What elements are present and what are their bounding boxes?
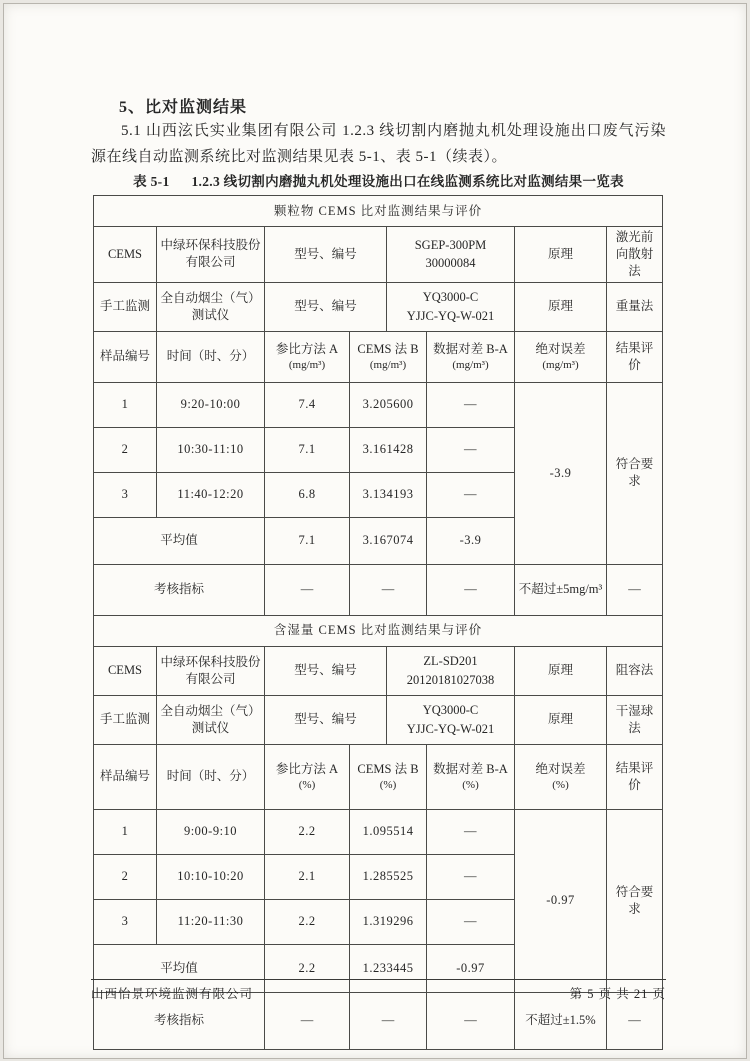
- t2-row2-diff: —: [427, 854, 515, 899]
- t2-row1-cems: 1.095514: [350, 809, 427, 854]
- t1-abs-error: -3.9: [515, 382, 607, 564]
- t1-col-result: 结果评价: [607, 331, 663, 382]
- t1-row2-time: 10:30-11:10: [157, 427, 265, 472]
- body-paragraph: 5.1 山西泫氏实业集团有限公司 1.2.3 线切割内磨抛丸机处理设施出口废气污染源在线自动监测系统比对监测结果见表 5-1、表 5-1（续表）。: [91, 123, 666, 165]
- t1-col-diff: [427, 331, 515, 382]
- t1-inst2-model-label: 型号、编号: [265, 282, 387, 331]
- t1-inst2-device: 全自动烟尘（气）测试仪: [157, 282, 265, 331]
- t2-row3-no: 3: [94, 899, 157, 944]
- t1-check-label: 考核指标: [94, 564, 265, 615]
- t1-inst1-model-line2: 30000084: [425, 256, 476, 271]
- t2-row3-time: 11:20-11:30: [157, 899, 265, 944]
- t2-row1-no: 1: [94, 809, 157, 854]
- t2-inst2-model-line2: YJJC-YQ-W-021: [406, 721, 495, 736]
- t1-row2-diff: —: [427, 427, 515, 472]
- t2-inst2-model-line1: YQ3000-C: [422, 702, 479, 717]
- t2-check-cems: —: [350, 992, 427, 1049]
- t1-row3-cems: 3.134193: [350, 472, 427, 517]
- t1-inst1-principle: 激光前向散射法: [607, 227, 663, 283]
- t1-col-abserr: [515, 331, 607, 382]
- t2-col-ref: [265, 744, 350, 809]
- t2-row2-ref: 2.1: [265, 854, 350, 899]
- t2-row3-cems: 1.319296: [350, 899, 427, 944]
- t1-col-sample: 样品编号: [94, 331, 157, 382]
- t1-row2-cems: 3.161428: [350, 427, 427, 472]
- t1-col-ref-name: 参比方法 A: [275, 341, 339, 356]
- t2-check-label: 考核指标: [94, 992, 265, 1049]
- t1-avg-cems: 3.167074: [350, 517, 427, 564]
- t2-avg-label: 平均值: [94, 944, 265, 992]
- t2-row2-cems: 1.285525: [350, 854, 427, 899]
- t2-col-diff-name: 数据对差 B-A: [433, 761, 508, 776]
- t2-col-abserr-name: 绝对误差: [535, 761, 586, 776]
- section-heading: 5、比对监测结果: [119, 99, 248, 116]
- t2-inst1-model-line1: ZL-SD201: [423, 653, 478, 668]
- t1-row3-time: 11:40-12:20: [157, 472, 265, 517]
- t1-check-cems: —: [350, 564, 427, 615]
- t1-row3-no: 3: [94, 472, 157, 517]
- table-caption-label: 表 5-1: [133, 174, 170, 189]
- t2-inst1-model: [387, 646, 515, 695]
- t2-col-ref-unit: (%): [298, 778, 316, 791]
- t1-col-cems-name: CEMS 法 B: [357, 341, 419, 356]
- t1-inst1-model: [387, 227, 515, 283]
- t1-inst1-device: 中绿环保科技股份有限公司: [157, 227, 265, 283]
- t2-row2-no: 2: [94, 854, 157, 899]
- t2-col-abserr-unit: (%): [552, 778, 569, 791]
- t1-inst2-principle-label: 原理: [515, 282, 607, 331]
- t2-col-cems-unit: (%): [379, 778, 397, 791]
- section2-title: 含湿量 CEMS 比对监测结果与评价: [94, 615, 663, 646]
- t1-row3-ref: 6.8: [265, 472, 350, 517]
- t2-check-abs: 不超过±1.5%: [515, 992, 607, 1049]
- t2-inst2-principle-label: 原理: [515, 695, 607, 744]
- t2-row1-time: 9:00-9:10: [157, 809, 265, 854]
- t1-col-ref: [265, 331, 350, 382]
- t1-check-ref: —: [265, 564, 350, 615]
- t1-inst1-model-line1: SGEP-300PM: [414, 237, 487, 252]
- t2-inst1-principle: 阻容法: [607, 646, 663, 695]
- t2-avg-diff: -0.97: [427, 944, 515, 992]
- t2-result: 符合要求: [607, 809, 663, 992]
- t1-col-cems-unit: (mg/m³): [369, 358, 407, 371]
- t2-avg-ref: 2.2: [265, 944, 350, 992]
- t1-row1-no: 1: [94, 382, 157, 427]
- t2-avg-cems: 1.233445: [350, 944, 427, 992]
- t2-row3-diff: —: [427, 899, 515, 944]
- page-footer: [91, 984, 666, 1002]
- t1-row1-cems: 3.205600: [350, 382, 427, 427]
- t2-inst2-model-label: 型号、编号: [265, 695, 387, 744]
- t1-col-diff-name: 数据对差 B-A: [433, 341, 508, 356]
- t2-abs-error: -0.97: [515, 809, 607, 992]
- t1-check-abs: 不超过±5mg/m³: [515, 564, 607, 615]
- t1-row2-no: 2: [94, 427, 157, 472]
- t2-inst1-model-line2: 20120181027038: [406, 672, 495, 687]
- t1-result: 符合要求: [607, 382, 663, 564]
- t1-inst1-principle-label: 原理: [515, 227, 607, 283]
- t2-check-result: —: [607, 992, 663, 1049]
- t2-row1-ref: 2.2: [265, 809, 350, 854]
- t1-col-cems: [350, 331, 427, 382]
- t1-inst2-principle: 重量法: [607, 282, 663, 331]
- t2-check-ref: —: [265, 992, 350, 1049]
- t1-inst2-model-line2: YJJC-YQ-W-021: [406, 308, 495, 323]
- t2-col-abserr: [515, 744, 607, 809]
- t1-row1-diff: —: [427, 382, 515, 427]
- t2-row1-diff: —: [427, 809, 515, 854]
- t2-col-diff-unit: (%): [462, 778, 479, 791]
- section1-title: 颗粒物 CEMS 比对监测结果与评价: [94, 196, 663, 227]
- t1-col-time: 时间（时、分）: [157, 331, 265, 382]
- t1-inst2-model-line1: YQ3000-C: [422, 289, 479, 304]
- t1-col-abserr-name: 绝对误差: [535, 341, 586, 356]
- t2-inst1-model-label: 型号、编号: [265, 646, 387, 695]
- t2-col-cems-name: CEMS 法 B: [357, 761, 419, 776]
- t1-col-abserr-unit: (mg/m³): [542, 358, 579, 371]
- t1-inst2-model: [387, 282, 515, 331]
- footer-divider: [91, 979, 666, 980]
- comparison-results-table: [93, 195, 663, 1050]
- t2-row3-ref: 2.2: [265, 899, 350, 944]
- t2-col-time: 时间（时、分）: [157, 744, 265, 809]
- t2-col-ref-name: 参比方法 A: [275, 761, 339, 776]
- t2-inst2-type: 手工监测: [94, 695, 157, 744]
- t2-col-cems: [350, 744, 427, 809]
- t1-avg-diff: -3.9: [427, 517, 515, 564]
- t1-avg-ref: 7.1: [265, 517, 350, 564]
- table-caption-title: 1.2.3 线切割内磨抛丸机处理设施出口在线监测系统比对监测结果一览表: [191, 174, 624, 189]
- t2-inst2-principle: 干湿球法: [607, 695, 663, 744]
- t2-inst1-type: CEMS: [94, 646, 157, 695]
- t2-inst1-principle-label: 原理: [515, 646, 607, 695]
- footer-company: 山西怡景环境监测有限公司: [91, 987, 254, 1001]
- t1-row2-ref: 7.1: [265, 427, 350, 472]
- t1-row3-diff: —: [427, 472, 515, 517]
- t2-check-diff: —: [427, 992, 515, 1049]
- t1-avg-label: 平均值: [94, 517, 265, 564]
- t1-col-ref-unit: (mg/m³): [288, 358, 326, 371]
- footer-page-number: 第 5 页 共 21 页: [569, 987, 666, 1001]
- t1-check-result: —: [607, 564, 663, 615]
- table-caption: [91, 170, 666, 190]
- t2-inst1-device: 中绿环保科技股份有限公司: [157, 646, 265, 695]
- t1-check-diff: —: [427, 564, 515, 615]
- t1-row1-time: 9:20-10:00: [157, 382, 265, 427]
- t1-inst1-model-label: 型号、编号: [265, 227, 387, 283]
- t1-row1-ref: 7.4: [265, 382, 350, 427]
- t1-inst2-type: 手工监测: [94, 282, 157, 331]
- t2-col-result: 结果评价: [607, 744, 663, 809]
- t2-inst2-device: 全自动烟尘（气）测试仪: [157, 695, 265, 744]
- t2-inst2-model: [387, 695, 515, 744]
- t2-col-diff: [427, 744, 515, 809]
- scanned-page: [3, 3, 747, 1059]
- t2-row2-time: 10:10-10:20: [157, 854, 265, 899]
- t2-col-sample: 样品编号: [94, 744, 157, 809]
- t1-inst1-type: CEMS: [94, 227, 157, 283]
- t1-col-diff-unit: (mg/m³): [452, 358, 489, 371]
